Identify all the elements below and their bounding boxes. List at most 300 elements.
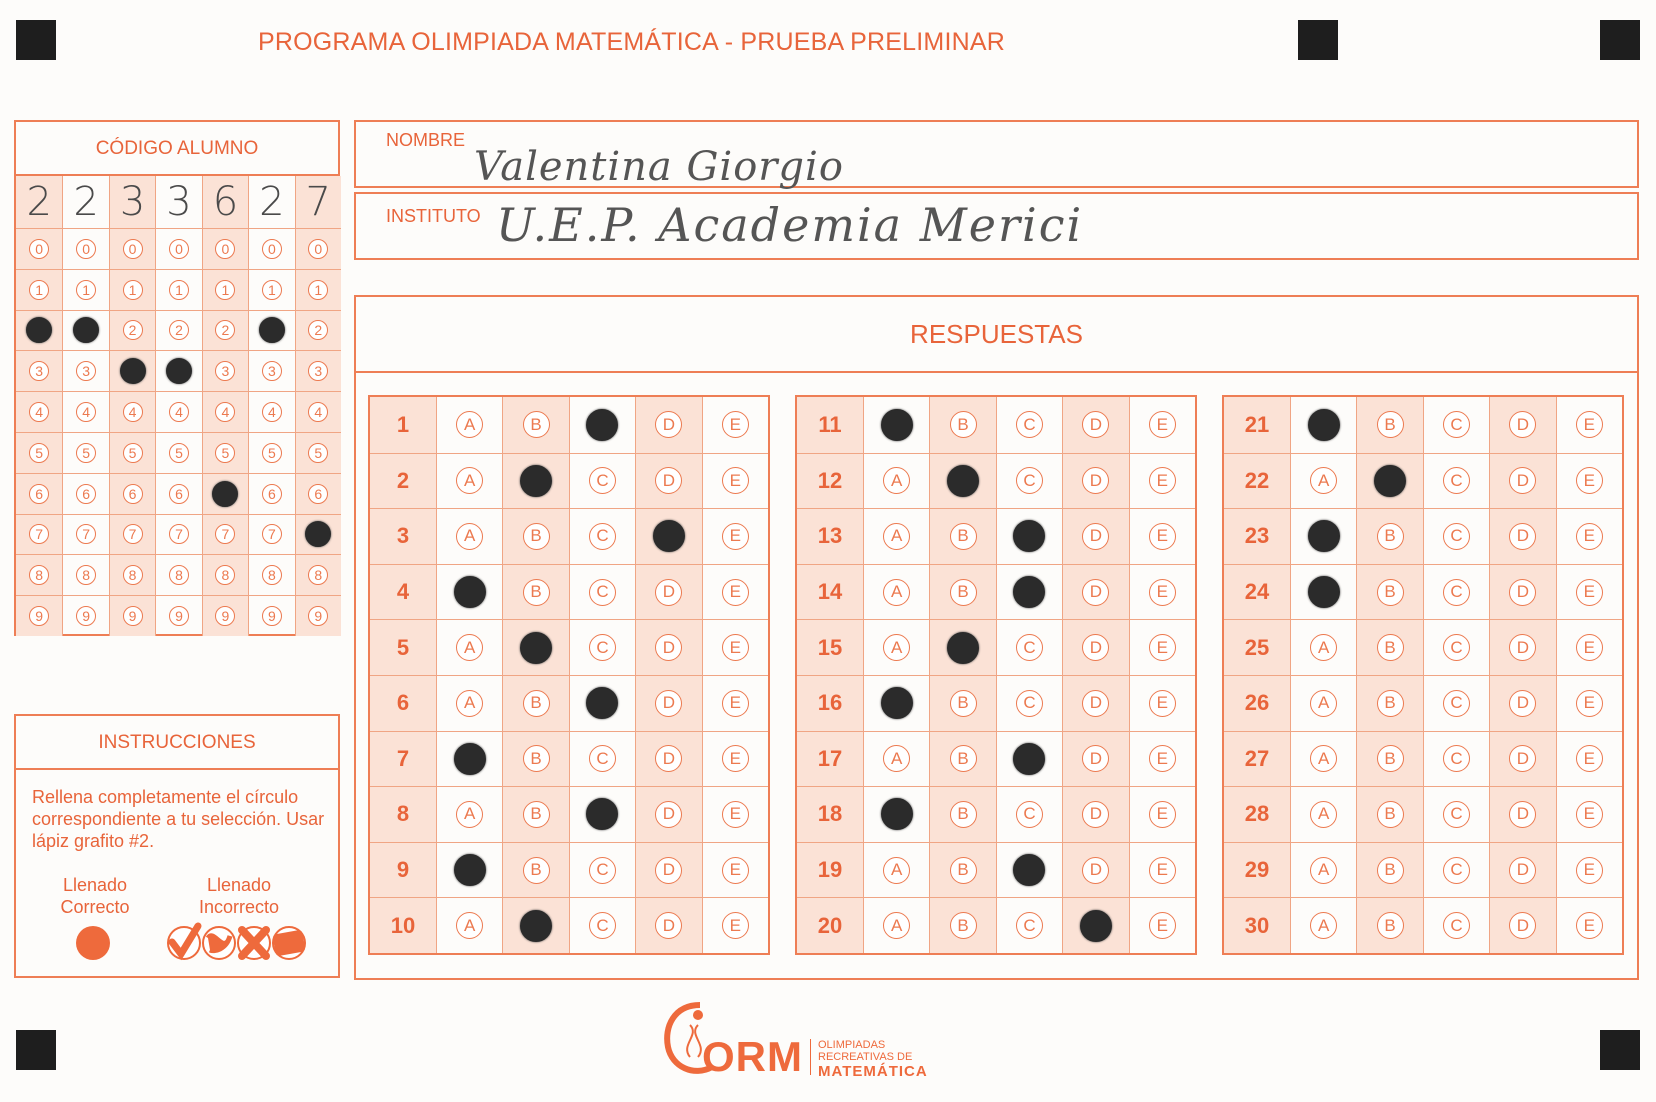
answer-cell: [863, 842, 929, 898]
answer-cell: [1423, 731, 1489, 787]
answer-cell: [1489, 675, 1555, 731]
answer-bubble-q6-D[interactable]: D: [655, 690, 682, 717]
answer-bubble-q27-C[interactable]: C: [1443, 745, 1470, 772]
answer-bubble-q2-A[interactable]: A: [456, 467, 483, 494]
answer-cell: [1129, 897, 1195, 953]
answer-bubble-q2-D[interactable]: D: [655, 467, 682, 494]
answer-bubble-q13-E[interactable]: E: [1149, 523, 1176, 550]
answer-bubble-q8-D[interactable]: D: [655, 801, 682, 828]
code-bubble-col3-4[interactable]: 4: [123, 402, 143, 422]
code-bubble-col4-7[interactable]: 7: [169, 524, 189, 544]
answer-bubble-q8-B[interactable]: B: [523, 801, 550, 828]
answer-bubble-q7-B[interactable]: B: [523, 745, 550, 772]
answer-cell: [436, 731, 502, 787]
code-bubble-col7-5[interactable]: 5: [308, 443, 328, 463]
code-bubble-col3-1[interactable]: 1: [123, 280, 143, 300]
answer-bubble-q5-A[interactable]: A: [456, 634, 483, 661]
answer-bubble-q19-C-filled[interactable]: [1013, 854, 1045, 886]
answer-cell: [502, 564, 568, 620]
answer-bubble-q18-C[interactable]: C: [1016, 801, 1043, 828]
answer-cell: [1290, 508, 1356, 564]
answer-cell: [1489, 564, 1555, 620]
answer-bubble-q6-E[interactable]: E: [722, 690, 749, 717]
answer-bubble-q7-C[interactable]: C: [589, 745, 616, 772]
instructions-box: [14, 714, 340, 978]
answer-cell: [1423, 619, 1489, 675]
answer-cell: [1423, 564, 1489, 620]
answer-cell: [1556, 397, 1622, 453]
answer-cell: [436, 619, 502, 675]
answer-bubble-q15-D[interactable]: D: [1082, 634, 1109, 661]
code-bubble-col7-6[interactable]: 6: [308, 484, 328, 504]
code-written-digit-3[interactable]: [109, 176, 155, 228]
answer-bubble-q21-E[interactable]: E: [1576, 411, 1603, 438]
code-cell: [155, 269, 201, 310]
code-bubble-col4-2[interactable]: 2: [169, 320, 189, 340]
code-bubble-col5-7[interactable]: 7: [215, 524, 235, 544]
code-bubble-col7-7-filled[interactable]: [305, 521, 331, 547]
code-written-digit-6[interactable]: [248, 176, 294, 228]
answer-cell: [635, 842, 701, 898]
answer-bubble-q23-C[interactable]: C: [1443, 523, 1470, 550]
answer-bubble-q2-C[interactable]: C: [589, 467, 616, 494]
code-bubble-col6-2-filled[interactable]: [259, 317, 285, 343]
answer-bubble-q20-B[interactable]: B: [950, 912, 977, 939]
code-bubble-col4-1[interactable]: 1: [169, 280, 189, 300]
answer-bubble-q23-D[interactable]: D: [1509, 523, 1536, 550]
answer-bubble-q11-C[interactable]: C: [1016, 411, 1043, 438]
answer-bubble-q17-D[interactable]: D: [1082, 745, 1109, 772]
answer-bubble-q24-A-filled[interactable]: [1308, 576, 1340, 608]
answer-bubble-q24-B[interactable]: B: [1377, 579, 1404, 606]
answer-bubble-q1-D[interactable]: D: [655, 411, 682, 438]
answer-bubble-q11-A-filled[interactable]: [881, 409, 913, 441]
answer-cell: [1556, 564, 1622, 620]
code-bubble-col1-1[interactable]: 1: [29, 280, 49, 300]
code-cell: [295, 269, 341, 310]
answer-cell: [1556, 453, 1622, 509]
answer-bubble-q28-C[interactable]: C: [1443, 801, 1470, 828]
answer-bubble-q5-B-filled[interactable]: [520, 632, 552, 664]
code-bubble-col5-0[interactable]: 0: [215, 239, 235, 259]
answer-bubble-q9-C[interactable]: C: [589, 857, 616, 884]
code-bubble-col6-0[interactable]: 0: [262, 239, 282, 259]
answer-bubble-q3-C[interactable]: C: [589, 523, 616, 550]
registration-mark-bottom-right: [1600, 1030, 1640, 1070]
code-bubble-col2-8[interactable]: 8: [76, 565, 96, 585]
answer-bubble-q30-E[interactable]: E: [1576, 912, 1603, 939]
answer-bubble-q18-D[interactable]: D: [1082, 801, 1109, 828]
answer-bubble-q4-E[interactable]: E: [722, 579, 749, 606]
code-written-digit-7[interactable]: [295, 176, 341, 228]
answer-bubble-q29-E[interactable]: E: [1576, 857, 1603, 884]
answer-bubble-q4-D[interactable]: D: [655, 579, 682, 606]
answer-cell: [1423, 842, 1489, 898]
code-bubble-col4-5[interactable]: 5: [169, 443, 189, 463]
answer-bubble-q13-B[interactable]: B: [950, 523, 977, 550]
answer-bubble-q5-E[interactable]: E: [722, 634, 749, 661]
answer-bubble-q22-C[interactable]: C: [1443, 467, 1470, 494]
answer-cell: [502, 842, 568, 898]
student-code-title: CÓDIGO ALUMNO: [95, 138, 259, 159]
code-bubble-col7-8[interactable]: 8: [308, 565, 328, 585]
answer-cell: [1290, 842, 1356, 898]
answer-bubble-q17-E[interactable]: E: [1149, 745, 1176, 772]
answer-bubble-q16-B[interactable]: B: [950, 690, 977, 717]
answer-bubble-q15-A[interactable]: A: [883, 634, 910, 661]
answer-bubble-q21-D[interactable]: D: [1509, 411, 1536, 438]
answer-bubble-q7-E[interactable]: E: [722, 745, 749, 772]
code-cell: [202, 391, 248, 432]
student-code-box: [14, 120, 340, 636]
answer-bubble-q19-A[interactable]: A: [883, 857, 910, 884]
answer-bubble-q28-A[interactable]: A: [1310, 801, 1337, 828]
answer-bubble-q2-B-filled[interactable]: [520, 465, 552, 497]
answer-bubble-q25-B[interactable]: B: [1377, 634, 1404, 661]
answer-bubble-q21-A-filled[interactable]: [1308, 409, 1340, 441]
answers-panel-11-20: [795, 395, 1197, 955]
answer-bubble-q20-A[interactable]: A: [883, 912, 910, 939]
answer-bubble-q22-B-filled[interactable]: [1374, 465, 1406, 497]
answer-bubble-q8-A[interactable]: A: [456, 801, 483, 828]
answer-bubble-q11-D[interactable]: D: [1082, 411, 1109, 438]
answer-bubble-q3-D-filled[interactable]: [653, 520, 685, 552]
code-bubble-col6-7[interactable]: 7: [262, 524, 282, 544]
code-bubble-col4-8[interactable]: 8: [169, 565, 189, 585]
code-cell: [16, 228, 62, 269]
answer-bubble-q10-E[interactable]: E: [722, 912, 749, 939]
answer-bubble-q12-B-filled[interactable]: [947, 465, 979, 497]
answer-bubble-q25-A[interactable]: A: [1310, 634, 1337, 661]
code-bubble-col3-3-filled[interactable]: [120, 358, 146, 384]
answer-bubble-q24-C[interactable]: C: [1443, 579, 1470, 606]
code-cell: [202, 310, 248, 351]
answer-bubble-q10-A[interactable]: A: [456, 912, 483, 939]
answer-bubble-q25-C[interactable]: C: [1443, 634, 1470, 661]
code-bubble-col5-9[interactable]: 9: [215, 606, 235, 626]
answer-bubble-q13-A[interactable]: A: [883, 523, 910, 550]
answer-bubble-q8-C-filled[interactable]: [586, 798, 618, 830]
answer-bubble-q13-D[interactable]: D: [1082, 523, 1109, 550]
answer-cell: [929, 619, 995, 675]
code-digit-text: 2: [259, 179, 285, 225]
code-bubble-col2-5[interactable]: 5: [76, 443, 96, 463]
answer-bubble-q14-D[interactable]: D: [1082, 579, 1109, 606]
answer-bubble-q27-B[interactable]: B: [1377, 745, 1404, 772]
registration-mark-top-right: [1600, 20, 1640, 60]
code-bubble-col6-3[interactable]: 3: [262, 361, 282, 381]
code-bubble-col7-3[interactable]: 3: [308, 361, 328, 381]
answer-cell: [863, 675, 929, 731]
code-bubble-col3-2[interactable]: 2: [123, 320, 143, 340]
code-bubble-col2-6[interactable]: 6: [76, 484, 96, 504]
code-bubble-col7-0[interactable]: 0: [308, 239, 328, 259]
answer-bubble-q9-A-filled[interactable]: [454, 854, 486, 886]
code-bubble-col3-6[interactable]: 6: [123, 484, 143, 504]
code-cell: [295, 514, 341, 555]
answer-bubble-q23-A-filled[interactable]: [1308, 520, 1340, 552]
code-written-digit-5[interactable]: [202, 176, 248, 228]
code-bubble-col4-9[interactable]: 9: [169, 606, 189, 626]
answer-bubble-q13-C-filled[interactable]: [1013, 520, 1045, 552]
answer-cell: [996, 508, 1062, 564]
answer-bubble-q18-A-filled[interactable]: [881, 798, 913, 830]
code-bubble-col7-2[interactable]: 2: [308, 320, 328, 340]
code-bubble-col7-4[interactable]: 4: [308, 402, 328, 422]
code-bubble-col2-9[interactable]: 9: [76, 606, 96, 626]
code-bubble-col5-1[interactable]: 1: [215, 280, 235, 300]
name-value[interactable]: Valentina Giorgio: [474, 144, 844, 190]
answer-bubble-q26-A[interactable]: A: [1310, 690, 1337, 717]
answer-bubble-q17-B[interactable]: B: [950, 745, 977, 772]
answer-cell: [863, 564, 929, 620]
answer-bubble-q7-D[interactable]: D: [655, 745, 682, 772]
code-bubble-col1-4[interactable]: 4: [29, 402, 49, 422]
answer-cell: [1290, 564, 1356, 620]
answer-bubble-q24-D[interactable]: D: [1509, 579, 1536, 606]
answer-bubble-q5-C[interactable]: C: [589, 634, 616, 661]
answer-bubble-q7-A-filled[interactable]: [454, 743, 486, 775]
answer-bubble-q1-E[interactable]: E: [722, 411, 749, 438]
answer-bubble-q28-D[interactable]: D: [1509, 801, 1536, 828]
answer-bubble-q14-A[interactable]: A: [883, 579, 910, 606]
answer-bubble-q17-A[interactable]: A: [883, 745, 910, 772]
answer-bubble-q12-E[interactable]: E: [1149, 467, 1176, 494]
answer-bubble-q1-C-filled[interactable]: [586, 409, 618, 441]
code-bubble-col2-2-filled[interactable]: [73, 317, 99, 343]
answer-bubble-q15-E[interactable]: E: [1149, 634, 1176, 661]
code-cell: [109, 350, 155, 391]
code-bubble-col6-6[interactable]: 6: [262, 484, 282, 504]
code-bubble-col7-9[interactable]: 9: [308, 606, 328, 626]
code-bubble-col3-5[interactable]: 5: [123, 443, 143, 463]
answer-bubble-q23-E[interactable]: E: [1576, 523, 1603, 550]
question-number-2: 2: [370, 453, 436, 509]
institute-field[interactable]: [354, 192, 1639, 260]
answer-cell: [569, 564, 635, 620]
answer-cell: [1129, 731, 1195, 787]
answer-bubble-q9-D[interactable]: D: [655, 857, 682, 884]
answer-cell: [863, 397, 929, 453]
question-number-30: 30: [1224, 897, 1290, 953]
answer-bubble-q3-B[interactable]: B: [523, 523, 550, 550]
answer-bubble-q24-E[interactable]: E: [1576, 579, 1603, 606]
code-bubble-col2-7[interactable]: 7: [76, 524, 96, 544]
code-cell: [155, 391, 201, 432]
code-bubble-col1-6[interactable]: 6: [29, 484, 49, 504]
code-bubble-col5-5[interactable]: 5: [215, 443, 235, 463]
answer-bubble-q29-B[interactable]: B: [1377, 857, 1404, 884]
answer-bubble-q6-C-filled[interactable]: [586, 687, 618, 719]
answer-bubble-q23-B[interactable]: B: [1377, 523, 1404, 550]
code-bubble-col7-1[interactable]: 1: [308, 280, 328, 300]
answer-cell: [1062, 397, 1128, 453]
code-bubble-col6-9[interactable]: 9: [262, 606, 282, 626]
answer-bubble-q6-A[interactable]: A: [456, 690, 483, 717]
code-bubble-col3-7[interactable]: 7: [123, 524, 143, 544]
answer-cell: [702, 786, 768, 842]
answer-bubble-q4-C[interactable]: C: [589, 579, 616, 606]
answer-bubble-q16-A-filled[interactable]: [881, 687, 913, 719]
answer-bubble-q3-E[interactable]: E: [722, 523, 749, 550]
code-bubble-col1-9[interactable]: 9: [29, 606, 49, 626]
answer-bubble-q29-D[interactable]: D: [1509, 857, 1536, 884]
answer-bubble-q29-A[interactable]: A: [1310, 857, 1337, 884]
answer-cell: [635, 564, 701, 620]
answer-cell: [1356, 564, 1422, 620]
answer-cell: [635, 897, 701, 953]
code-bubble-col5-3[interactable]: 3: [215, 361, 235, 381]
answer-bubble-q27-E[interactable]: E: [1576, 745, 1603, 772]
answer-bubble-q6-B[interactable]: B: [523, 690, 550, 717]
code-bubble-col4-4[interactable]: 4: [169, 402, 189, 422]
code-bubble-col2-4[interactable]: 4: [76, 402, 96, 422]
answer-bubble-q2-E[interactable]: E: [722, 467, 749, 494]
code-cell: [248, 269, 294, 310]
code-bubble-col2-3[interactable]: 3: [76, 361, 96, 381]
answer-bubble-q3-A[interactable]: A: [456, 523, 483, 550]
answer-bubble-q26-C[interactable]: C: [1443, 690, 1470, 717]
answer-cell: [702, 508, 768, 564]
answer-cell: [1423, 508, 1489, 564]
answer-bubble-q15-B-filled[interactable]: [947, 632, 979, 664]
answer-bubble-q11-E[interactable]: E: [1149, 411, 1176, 438]
answer-cell: [1356, 786, 1422, 842]
code-bubble-col2-0[interactable]: 0: [76, 239, 96, 259]
code-cell: [248, 391, 294, 432]
answer-bubble-q20-C[interactable]: C: [1016, 912, 1043, 939]
code-bubble-col6-1[interactable]: 1: [262, 280, 282, 300]
answer-bubble-q27-D[interactable]: D: [1509, 745, 1536, 772]
answer-bubble-q14-B[interactable]: B: [950, 579, 977, 606]
instructions-text: Rellena completamente el círculo correspondiente a tu selección. Usar lápiz grafito #2.: [32, 787, 325, 851]
answer-bubble-q10-D[interactable]: D: [655, 912, 682, 939]
answer-bubble-q5-D[interactable]: D: [655, 634, 682, 661]
answer-bubble-q26-E[interactable]: E: [1576, 690, 1603, 717]
code-cell: [155, 228, 201, 269]
answer-bubble-q9-E[interactable]: E: [722, 857, 749, 884]
answer-bubble-q26-B[interactable]: B: [1377, 690, 1404, 717]
answer-bubble-q22-D[interactable]: D: [1509, 467, 1536, 494]
answer-cell: [702, 675, 768, 731]
code-cell: [109, 432, 155, 473]
code-bubble-col2-1[interactable]: 1: [76, 280, 96, 300]
answer-bubble-q14-E[interactable]: E: [1149, 579, 1176, 606]
answer-bubble-q4-B[interactable]: B: [523, 579, 550, 606]
answer-bubble-q16-C[interactable]: C: [1016, 690, 1043, 717]
answer-bubble-q8-E[interactable]: E: [722, 801, 749, 828]
code-bubble-col5-4[interactable]: 4: [215, 402, 235, 422]
answer-bubble-q4-A-filled[interactable]: [454, 576, 486, 608]
answer-bubble-q26-D[interactable]: D: [1509, 690, 1536, 717]
code-bubble-col4-0[interactable]: 0: [169, 239, 189, 259]
code-bubble-col1-5[interactable]: 5: [29, 443, 49, 463]
code-bubble-col5-2[interactable]: 2: [215, 320, 235, 340]
code-bubble-col3-0[interactable]: 0: [123, 239, 143, 259]
question-number-28: 28: [1224, 786, 1290, 842]
answer-bubble-q11-B[interactable]: B: [950, 411, 977, 438]
code-bubble-col3-9[interactable]: 9: [123, 606, 143, 626]
answer-bubble-q1-B[interactable]: B: [523, 411, 550, 438]
answer-bubble-q10-B-filled[interactable]: [520, 910, 552, 942]
answer-bubble-q29-C[interactable]: C: [1443, 857, 1470, 884]
answer-bubble-q30-D[interactable]: D: [1509, 912, 1536, 939]
answer-bubble-q20-E[interactable]: E: [1149, 912, 1176, 939]
answer-bubble-q22-E[interactable]: E: [1576, 467, 1603, 494]
answer-bubble-q30-B[interactable]: B: [1377, 912, 1404, 939]
answer-bubble-q19-E[interactable]: E: [1149, 857, 1176, 884]
answer-bubble-q16-D[interactable]: D: [1082, 690, 1109, 717]
code-bubble-col4-3-filled[interactable]: [166, 358, 192, 384]
answer-cell: [702, 619, 768, 675]
code-bubble-col1-7[interactable]: 7: [29, 524, 49, 544]
answer-cell: [863, 897, 929, 953]
answer-bubble-q20-D-filled[interactable]: [1080, 910, 1112, 942]
answer-bubble-q25-D[interactable]: D: [1509, 634, 1536, 661]
code-cell: [202, 514, 248, 555]
code-bubble-col1-3[interactable]: 3: [29, 361, 49, 381]
code-bubble-col1-8[interactable]: 8: [29, 565, 49, 585]
answer-cell: [569, 786, 635, 842]
answer-bubble-q14-C-filled[interactable]: [1013, 576, 1045, 608]
code-bubble-col5-6-filled[interactable]: [212, 481, 238, 507]
answer-bubble-q15-C[interactable]: C: [1016, 634, 1043, 661]
answer-bubble-q30-C[interactable]: C: [1443, 912, 1470, 939]
code-bubble-col6-8[interactable]: 8: [262, 565, 282, 585]
answer-bubble-q12-A[interactable]: A: [883, 467, 910, 494]
answer-bubble-q19-D[interactable]: D: [1082, 857, 1109, 884]
answer-bubble-q9-B[interactable]: B: [523, 857, 550, 884]
answer-bubble-q22-A[interactable]: A: [1310, 467, 1337, 494]
answer-bubble-q16-E[interactable]: E: [1149, 690, 1176, 717]
code-bubble-col1-0[interactable]: 0: [29, 239, 49, 259]
answer-cell: [1356, 453, 1422, 509]
code-cell: [109, 554, 155, 595]
answer-bubble-q30-A[interactable]: A: [1310, 912, 1337, 939]
answer-cell: [436, 397, 502, 453]
code-bubble-col4-6[interactable]: 6: [169, 484, 189, 504]
answer-bubble-q28-E[interactable]: E: [1576, 801, 1603, 828]
code-cell: [295, 310, 341, 351]
code-written-digit-2[interactable]: [62, 176, 108, 228]
answer-bubble-q28-B[interactable]: B: [1377, 801, 1404, 828]
code-written-digit-1[interactable]: [16, 176, 62, 228]
answer-bubble-q27-A[interactable]: A: [1310, 745, 1337, 772]
answer-bubble-q25-E[interactable]: E: [1576, 634, 1603, 661]
answer-cell: [569, 508, 635, 564]
answer-bubble-q12-D[interactable]: D: [1082, 467, 1109, 494]
code-bubble-col1-2-filled[interactable]: [26, 317, 52, 343]
code-bubble-col6-5[interactable]: 5: [262, 443, 282, 463]
code-bubble-col3-8[interactable]: 8: [123, 565, 143, 585]
answer-bubble-q1-A[interactable]: A: [456, 411, 483, 438]
answer-bubble-q18-E[interactable]: E: [1149, 801, 1176, 828]
code-bubble-col6-4[interactable]: 4: [262, 402, 282, 422]
answer-bubble-q10-C[interactable]: C: [589, 912, 616, 939]
answer-cell: [1129, 619, 1195, 675]
code-written-digit-4[interactable]: [155, 176, 201, 228]
question-number-7: 7: [370, 731, 436, 787]
name-field[interactable]: [354, 120, 1639, 188]
institute-value[interactable]: U.E.P. Academia Merici: [496, 198, 1084, 252]
answer-bubble-q21-B[interactable]: B: [1377, 411, 1404, 438]
answer-bubble-q21-C[interactable]: C: [1443, 411, 1470, 438]
code-bubble-col5-8[interactable]: 8: [215, 565, 235, 585]
answer-bubble-q18-B[interactable]: B: [950, 801, 977, 828]
answer-bubble-q12-C[interactable]: C: [1016, 467, 1043, 494]
answer-bubble-q17-C-filled[interactable]: [1013, 743, 1045, 775]
answer-bubble-q19-B[interactable]: B: [950, 857, 977, 884]
